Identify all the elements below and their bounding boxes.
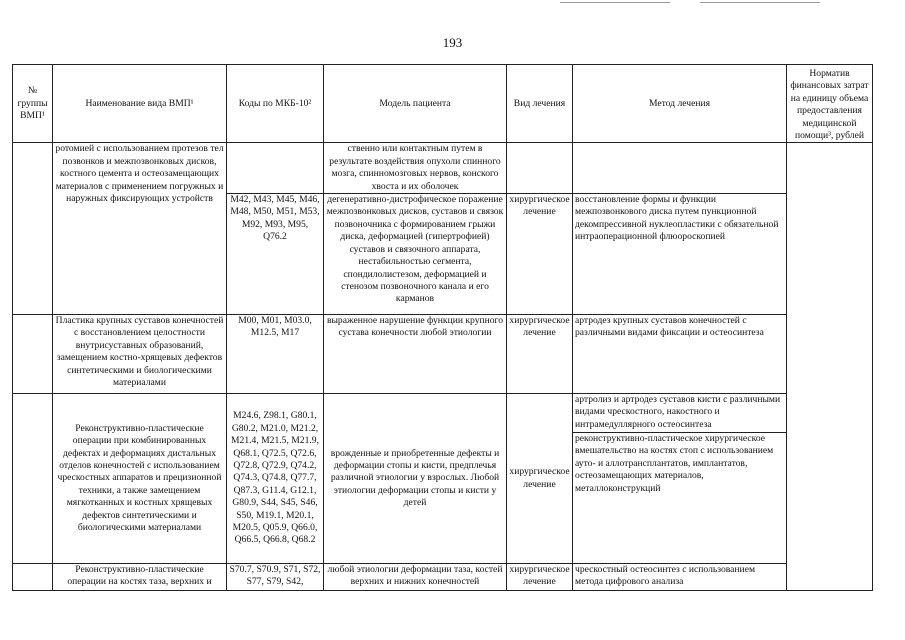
- patient-model-cell: любой этиологии деформации таза, костей верхних и нижних конечностей: [324, 564, 507, 591]
- group-number-cell: [13, 564, 53, 591]
- icd-codes-cell: M00, M01, M03.0, M12.5, M17: [227, 315, 324, 394]
- treatment-method-cell: реконструктивно-пластическое хирургическое вмешательство на костях стоп с использованием ауто- и аллотрансплантатов, имплантатов, остеозамещающих материалов, металлоконструкций: [573, 433, 787, 564]
- icd-codes-cell: [227, 143, 324, 194]
- treatment-method-cell: [573, 143, 787, 194]
- group-number-cell: [13, 143, 53, 315]
- vmp-type-cell: Реконструктивно-пластические операции на костях таза, верхних и: [53, 564, 227, 591]
- table-row: [13, 143, 873, 194]
- patient-model-cell: дегенеративно-дистрофическое поражение межпозвонковых дисков, суставов и связок позвоночника с формированием грыжи диска, деформацией (гипертрофией) суставов и связочного аппарата, нестабильностью сегмента, спондилолистезом, деформацией и стенозом позвоночного канала и его карманов: [324, 194, 507, 315]
- header-icd-codes: Коды по МКБ-10²: [227, 65, 324, 143]
- vmp-type-cell: ротомией с использованием протезов тел позвонков и межпозвонковых дисков, костного цемента и остеозамещающих материалов с применением погружных и наружных фиксирующих устройств: [53, 143, 227, 315]
- patient-model-cell: ственно или контактным путем в результате воздействия опухоли спинного мозга, спинномозговых нервов, конского хвоста и их оболочек: [324, 143, 507, 194]
- table-row: [13, 315, 873, 394]
- treatment-kind-cell: хирургическое лечение: [507, 315, 573, 394]
- header-patient-model: Модель пациента: [324, 65, 507, 143]
- header-vmp-type: Наименование вида ВМП¹: [53, 65, 227, 143]
- icd-codes-cell: M24.6, Z98.1, G80.1, G80.2, M21.0, M21.2, M21.4, M21.5, M21.9, Q68.1, Q72.5, Q72.6, Q72.8, Q72.9, Q74.2, Q74.3, Q74.8, Q77.7, Q87.3, G11.4, G12.1, G80.9, S44, S45, S46, S50, M19.1, M20.1, M20.5, Q05.9, Q66.0, Q66.5, Q66.8, Q68.2: [227, 394, 324, 564]
- header-cost-norm: Норматив финансовых затрат на единицу объема предоставления медицинской помощи³, рублей: [787, 65, 873, 143]
- page-number: 193: [442, 35, 463, 50]
- treatment-method-cell: артролиз и артродез суставов кисти с различными видами чрескостного, накостного и интрамедуллярного остеосинтеза: [573, 394, 787, 433]
- treatment-kind-cell: хирургическое лечение: [507, 564, 573, 591]
- top-rule-left: [560, 2, 670, 3]
- patient-model-cell: врожденные и приобретенные дефекты и деформации стопы и кисти, предплечья различной этиологии у взрослых. Любой этиологии деформации стопы и кисти у детей: [324, 394, 507, 564]
- treatment-kind-cell: [507, 143, 573, 194]
- vmp-type-cell: Пластика крупных суставов конечностей с восстановлением целостности внутрисуставных образований, замещением костно-хрящевых дефектов синтетическими и биологическими материалами: [53, 315, 227, 394]
- vmp-type-cell: Реконструктивно-пластические операции при комбинированных дефектах и деформациях дистальных отделов конечностей с использованием чрескостных аппаратов и прецизионной техники, а также замещением мягкотканных и костных хрящевых дефектов синтетическими и биологическими материалами: [53, 394, 227, 564]
- table-row: [13, 394, 873, 433]
- treatment-kind-cell: хирургическое лечение: [507, 394, 573, 564]
- treatment-method-cell: чрескостный остеосинтез с использованием метода цифрового анализа: [573, 564, 787, 591]
- header-treatment-kind: Вид лечения: [507, 65, 573, 143]
- patient-model-cell: выраженное нарушение функции крупного сустава конечности любой этиологии: [324, 315, 507, 394]
- vmp-table: [12, 64, 873, 591]
- treatment-method-cell: артродез крупных суставов конечностей с различными видами фиксации и остеосинтеза: [573, 315, 787, 394]
- group-number-cell: [13, 394, 53, 564]
- header-treatment-method: Метод лечения: [573, 65, 787, 143]
- cost-norm-cell: [787, 143, 873, 591]
- group-number-cell: [13, 315, 53, 394]
- icd-codes-cell: S70.7, S70.9, S71, S72, S77, S79, S42,: [227, 564, 324, 591]
- table-row: [13, 564, 873, 591]
- icd-codes-cell: M42, M43, M45, M46, M48, M50, M51, M53, M92, M93, M95, Q76.2: [227, 194, 324, 315]
- treatment-method-cell: восстановление формы и функции межпозвонкового диска путем пункционной декомпрессивной нуклеопластики с обязательной интраоперационной флюороскопией: [573, 194, 787, 315]
- treatment-kind-cell: хирургическое лечение: [507, 194, 573, 315]
- header-group-number: № группы ВМП¹: [13, 65, 53, 143]
- table-header-row: [13, 65, 873, 143]
- top-rule-right: [700, 2, 820, 3]
